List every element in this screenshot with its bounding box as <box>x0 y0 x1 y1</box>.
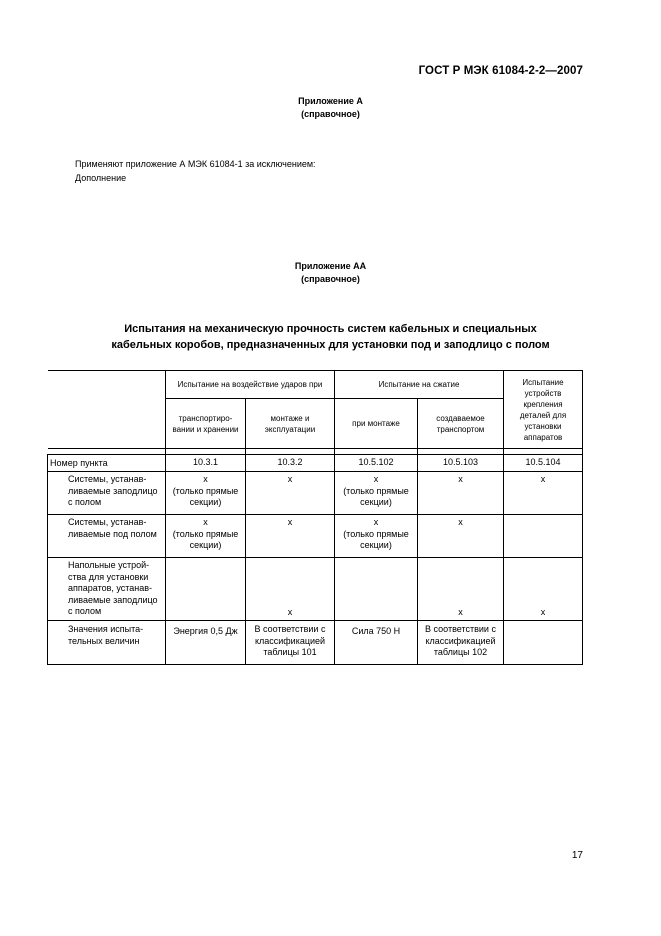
table-cell <box>335 472 418 515</box>
table-row <box>48 472 583 515</box>
row-label-line: Значения испыта- <box>68 624 144 634</box>
header-line: деталей для <box>519 410 567 420</box>
table-cell-empty <box>335 558 418 621</box>
table-cell: х <box>504 472 583 515</box>
header-transport-storage <box>166 399 246 449</box>
cell-line: секции) <box>189 497 222 507</box>
row-label <box>48 558 166 621</box>
header-fixing-test <box>504 371 583 449</box>
row-label: Номер пункта <box>48 455 166 472</box>
row-label-line: тельных величин <box>68 635 140 646</box>
cell-line: (только прямые <box>172 528 239 539</box>
header-line: Испытание <box>522 377 564 387</box>
row-label <box>48 472 166 515</box>
header-line: монтаже и <box>270 413 310 423</box>
cell-line: (только прямые <box>343 485 409 496</box>
table-title-line: кабельных коробов, предназначенных для установки под и заподлицо с полом <box>111 339 550 351</box>
tests-table <box>47 370 583 665</box>
header-line: установки <box>524 421 562 431</box>
table-cell: х <box>246 472 335 515</box>
cell-line: таблицы 101 <box>263 647 317 657</box>
cell-line: секции) <box>360 497 392 507</box>
row-label <box>48 621 166 665</box>
table-cell: х <box>418 515 504 558</box>
header-line: создаваемое <box>436 413 485 423</box>
header-line: устройств <box>524 388 562 398</box>
row-label-line: Системы, устанав- <box>68 474 147 484</box>
appendix-a-text-line: Дополнение <box>75 173 127 183</box>
appendix-a-title: Приложение А <box>298 96 363 106</box>
table-cell: Энергия 0,5 Дж <box>166 621 246 665</box>
header-line: аппаратов <box>523 432 563 442</box>
row-label-line: с полом <box>68 606 102 616</box>
cell-line: х <box>203 517 208 527</box>
table-row <box>48 621 583 665</box>
appendix-a-text <box>75 157 316 185</box>
row-label-line: ства для установки <box>68 571 149 582</box>
table-cell: 10.3.1 <box>166 455 246 472</box>
row-label <box>48 515 166 558</box>
header-blank-cell <box>48 371 166 449</box>
table-row <box>48 558 583 621</box>
cell-line: х <box>373 474 379 484</box>
cell-line: классификацией <box>425 635 496 646</box>
row-label-line: ливаемые заподлицо <box>68 594 158 605</box>
cell-line: секции) <box>360 540 392 550</box>
header-compression-test: Испытание на сжатие <box>335 371 504 399</box>
table-cell: х <box>418 558 504 621</box>
appendix-a-text-line: Применяют приложение А МЭК 61084-1 за исключением: <box>75 159 316 169</box>
header-line: эксплуатации <box>264 424 316 434</box>
header-line: крепления <box>523 399 563 409</box>
cell-line: (только прямые <box>343 528 409 539</box>
cell-line: х <box>373 517 379 527</box>
header-impact-test: Испытание на воздействие ударов при <box>166 371 335 399</box>
table-cell-empty <box>166 558 246 621</box>
table-cell: х <box>418 472 504 515</box>
appendix-a-heading <box>0 95 661 121</box>
table-cell <box>166 515 246 558</box>
header-install-operation <box>246 399 335 449</box>
cell-line: В соответствии с <box>254 624 326 634</box>
table-cell <box>166 472 246 515</box>
header-during-mounting: при монтаже <box>335 399 418 449</box>
header-traffic-load <box>418 399 504 449</box>
row-label-line: ливаемые под полом <box>68 528 157 539</box>
row-label-line: аппаратов, устанав- <box>68 583 153 593</box>
table-cell: Сила 750 Н <box>335 621 418 665</box>
cell-line: таблицы 102 <box>433 647 488 657</box>
appendix-a-subtitle: (справочное) <box>301 109 360 119</box>
appendix-aa-title: Приложение АА <box>294 261 367 271</box>
header-line: транспортиро- <box>178 413 233 423</box>
table-cell: х <box>504 558 583 621</box>
header-line: транспортом <box>436 424 485 434</box>
standard-code: ГОСТ Р МЭК 61084-2-2—2007 <box>418 65 583 77</box>
table-cell: х <box>246 515 335 558</box>
cell-line: В соответствии с <box>425 624 496 634</box>
appendix-aa-heading <box>0 260 661 286</box>
header-line: вании и хранении <box>172 424 239 434</box>
table-cell <box>418 621 504 665</box>
table-title-line: Испытания на механическую прочность систем кабельных и специальных <box>124 323 537 335</box>
row-label-line: Напольные устрой- <box>68 560 150 570</box>
row-label-line: ливаемые заподлицо <box>68 485 158 496</box>
appendix-aa-subtitle: (справочное) <box>301 274 360 284</box>
table-cell: 10.5.102 <box>335 455 418 472</box>
row-label-line: с полом <box>68 497 102 507</box>
cell-line: секции) <box>189 540 222 550</box>
table-cell: 10.5.103 <box>418 455 504 472</box>
table-cell <box>335 515 418 558</box>
table-cell-empty <box>504 515 583 558</box>
cell-line: х <box>203 474 208 484</box>
table-cell-empty <box>504 621 583 665</box>
table-title <box>40 321 621 353</box>
table-cell: х <box>246 558 335 621</box>
table-row <box>48 515 583 558</box>
table-cell: 10.5.104 <box>504 455 583 472</box>
table-cell: 10.3.2 <box>246 455 335 472</box>
table-row <box>48 455 583 472</box>
cell-line: (только прямые <box>172 485 239 496</box>
row-label-line: Системы, устанав- <box>68 517 147 527</box>
table-cell <box>246 621 335 665</box>
page-number: 17 <box>571 850 583 861</box>
cell-line: классификацией <box>254 635 326 646</box>
